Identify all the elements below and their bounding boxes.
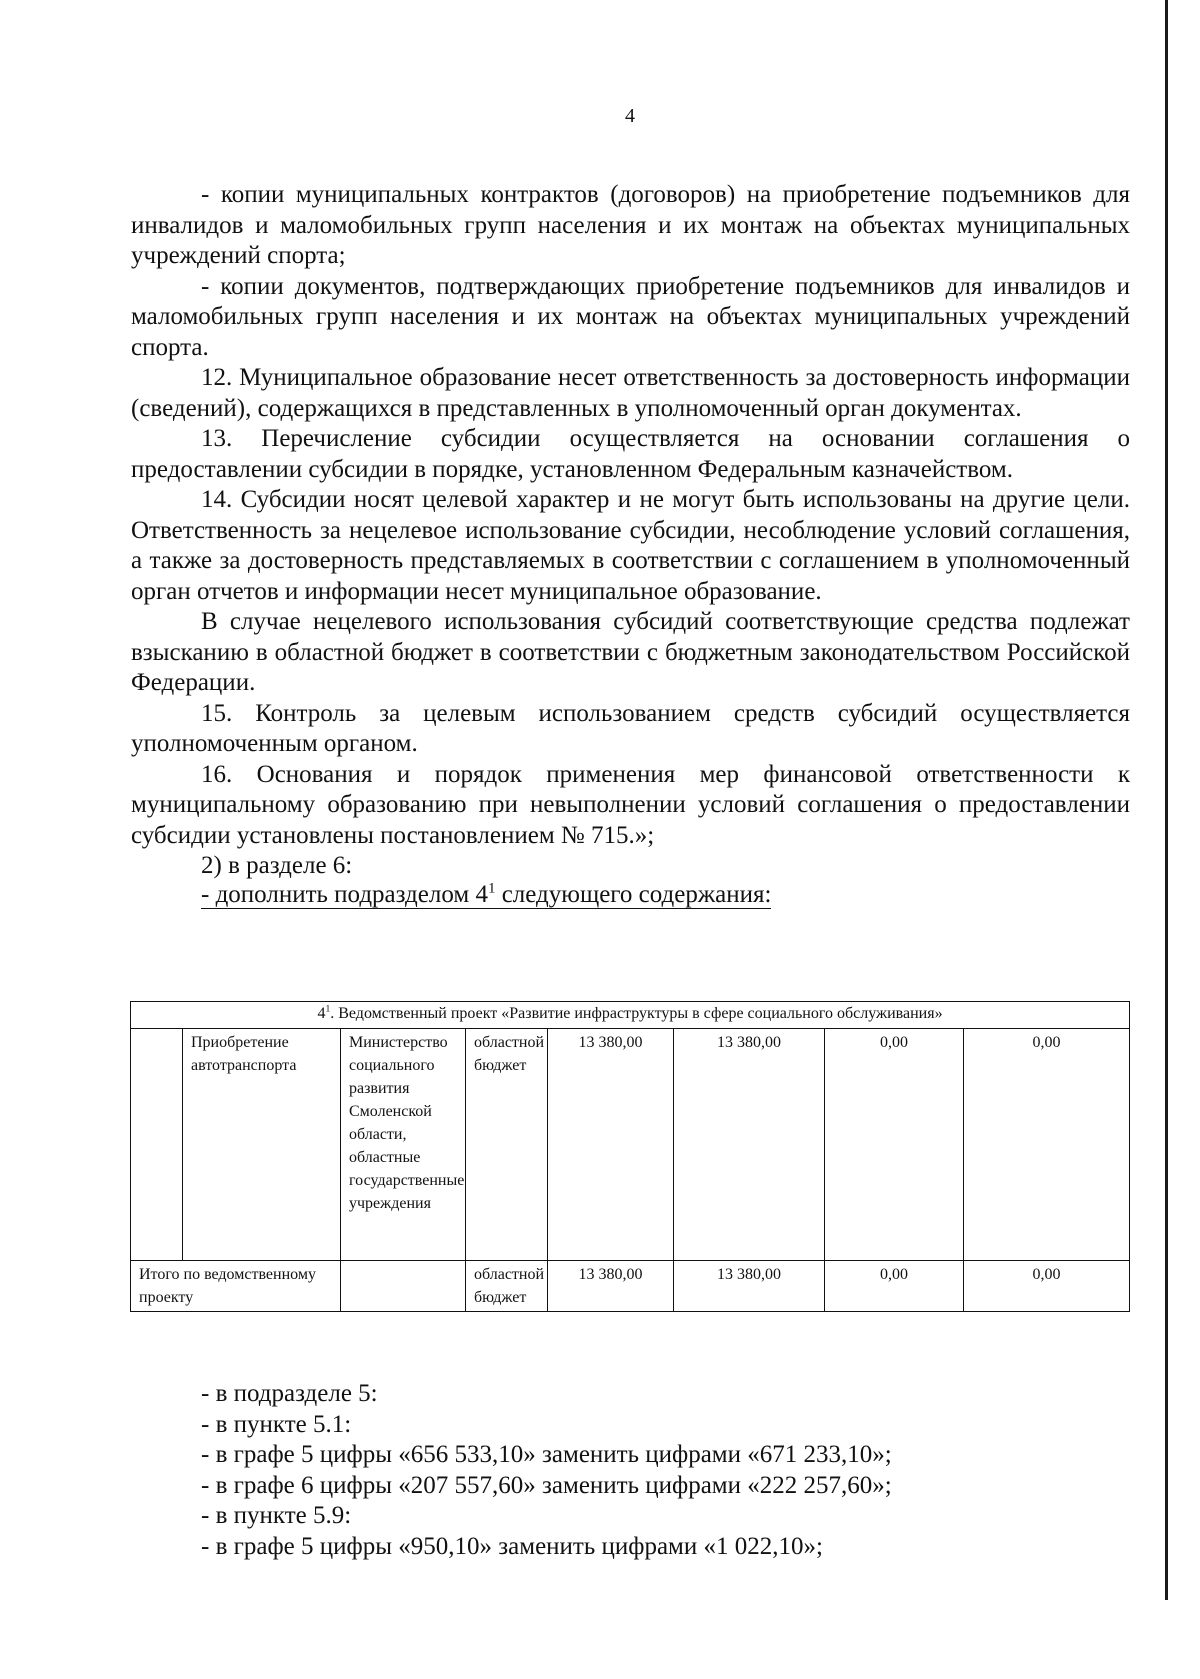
row2-year1: 13 380,00: [674, 1261, 825, 1312]
budget-table: [130, 1001, 1130, 1312]
row2-name: Итого по ведомственному проекту: [131, 1261, 341, 1312]
table-header-row: [131, 1002, 1130, 1029]
paragraph-15: 15. Контроль за целевым использованием средств субсидий осуществляется уполномоченным органом.: [131, 699, 1130, 757]
row2-year2: 0,00: [825, 1261, 964, 1312]
row2-source: областной бюджет: [466, 1261, 548, 1312]
budget-table-wrapper: [130, 1001, 1129, 1312]
table-row: [131, 1029, 1130, 1261]
paragraph-13: 13. Перечисление субсидии осуществляется на основании соглашения о предоставлении субсидии в порядке, установленном Федеральным казначейством.: [131, 425, 1130, 483]
paragraph-14-misuse: В случае нецелевого использования субсидий соответствующие средства подлежат взысканию в областной бюджет в соответствии с бюджетным законодательством Российской Федерации.: [131, 608, 1130, 696]
row1-year1: 13 380,00: [674, 1029, 825, 1261]
bullet-contracts: - копии муниципальных контрактов (договоров) на приобретение подъемников для инвалидов и маломобильных групп населения и их монтаж на объектах муниципальных учреждений спорта;: [131, 181, 1130, 269]
row1-empty-cell: [131, 1029, 183, 1261]
scan-edge-line: [1165, 0, 1168, 1600]
amendment-column-6: - в графе 6 цифры «207 557,60» заменить цифрами «222 257,60»;: [201, 1471, 892, 1499]
amendment-column-5-point-5-9: - в графе 5 цифры «950,10» заменить цифрами «1 022,10»;: [201, 1532, 823, 1560]
add-subsection-prefix: - дополнить подразделом 4: [201, 880, 488, 908]
row1-year3: 0,00: [964, 1029, 1130, 1261]
amendment-point-5-1: - в пункте 5.1:: [201, 1410, 352, 1438]
row1-total: 13 380,00: [548, 1029, 674, 1261]
paragraph-14: 14. Субсидии носят целевой характер и не могут быть использованы на другие цели. Ответственность за нецелевое использование субсидии, несоблюдение условий соглашения, а также за достоверность представляемых в соответствии с соглашением в уполномоченный орган отчетов и информации несет муниципальное образование.: [131, 486, 1130, 605]
document-body: [131, 180, 1130, 909]
row1-year2: 0,00: [825, 1029, 964, 1261]
row1-name: Приобретение автотранспорта: [183, 1029, 341, 1261]
header-number: 4: [317, 1005, 326, 1022]
add-subsection-superscript: 1: [487, 880, 496, 897]
header-superscript: 1: [325, 1003, 331, 1015]
row2-total: 13 380,00: [548, 1261, 674, 1312]
page-number: 4: [625, 105, 635, 127]
table-row-total: [131, 1261, 1130, 1312]
amendment-point-5-9: - в пункте 5.9:: [201, 1502, 352, 1529]
bullet-documents: - копии документов, подтверждающих приобретение подъемников для инвалидов и маломобильных групп населения и их монтаж на объектах муниципальных учреждений спорта.: [131, 272, 1130, 361]
paragraph-12: 12. Муниципальное образование несет ответственность за достоверность информации (сведений), содержащихся в представленных в уполномоченный орган документах.: [131, 364, 1130, 422]
paragraph-16: 16. Основания и порядок применения мер финансовой ответственности к муниципальному образованию при невыполнении условий соглашения о предоставлении субсидии установлены постановлением № 715.»;: [131, 760, 1130, 849]
amendments-list: [131, 1379, 1130, 1562]
row2-executor-empty: [341, 1261, 466, 1312]
header-title: . Ведомственный проект «Развитие инфраструктуры в сфере социального обслуживания»: [330, 1005, 943, 1022]
row1-source: областной бюджет: [466, 1029, 548, 1261]
table-header-cell: [131, 1002, 1130, 1029]
add-subsection-suffix: следующего содержания:: [495, 880, 772, 908]
amendment-column-5: - в графе 5 цифры «656 533,10» заменить цифрами «671 233,10»;: [201, 1441, 892, 1468]
section-6-line: 2) в разделе 6:: [201, 852, 353, 879]
amendment-subsection-5: - в подразделе 5:: [201, 1380, 378, 1407]
row1-executor: Министерство социального развития Смоленской области, областные государственные учреждения: [341, 1029, 466, 1261]
add-subsection-line: [201, 882, 771, 909]
row2-year3: 0,00: [964, 1261, 1130, 1312]
